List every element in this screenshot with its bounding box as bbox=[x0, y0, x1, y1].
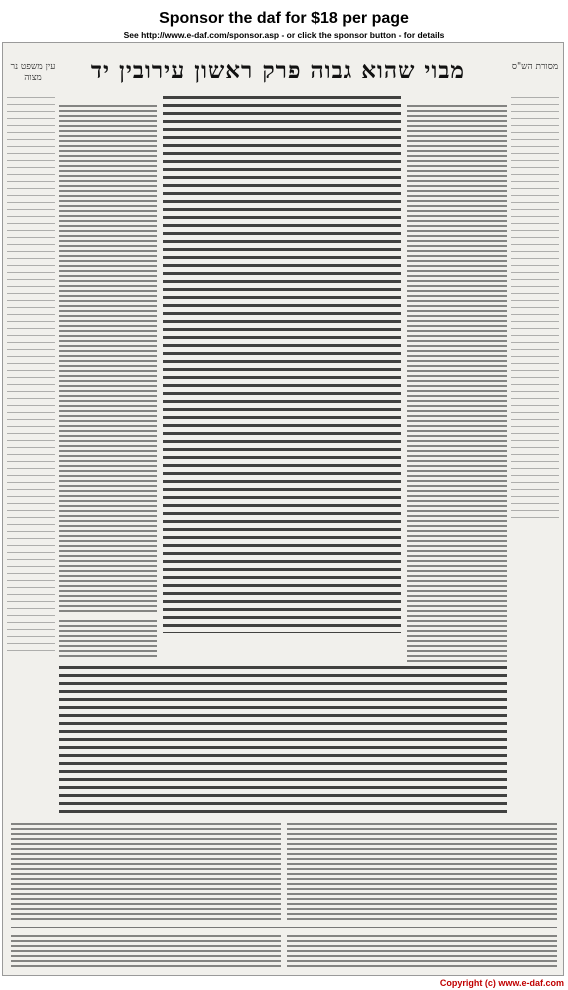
footnotes-right bbox=[287, 933, 557, 967]
talmud-page-scan bbox=[2, 42, 564, 976]
rashi-column bbox=[407, 103, 507, 663]
sponsor-banner-title[interactable]: Sponsor the daf for $18 per page bbox=[159, 10, 409, 27]
sponsor-banner-subtitle[interactable]: See http://www.e-daf.com/sponsor.asp - or click the sponsor button - for details bbox=[123, 30, 445, 40]
rabbeinu-chananel-column bbox=[59, 618, 157, 658]
footnote-divider bbox=[11, 927, 557, 928]
mesoret-hashas-header: מסורת הש"ס bbox=[511, 62, 559, 72]
ein-mishpat-header: עין משפט נר מצוה bbox=[10, 62, 56, 83]
copyright-notice[interactable]: Copyright (c) www.e-daf.com bbox=[439, 978, 564, 988]
tosafot-column bbox=[59, 103, 157, 613]
running-header-text: מבוי שהוא גבוה פרק ראשון עירובין יד bbox=[90, 57, 466, 84]
sponsor-banner[interactable] bbox=[0, 0, 568, 42]
footnotes-left bbox=[11, 933, 281, 967]
lower-commentary-right bbox=[287, 821, 557, 921]
gemara-text-continuation bbox=[59, 663, 507, 813]
gemara-text-block bbox=[163, 93, 401, 633]
running-header bbox=[73, 53, 483, 89]
lower-commentary-left bbox=[11, 821, 281, 921]
mesoret-hashas-margin bbox=[511, 93, 559, 523]
ein-mishpat-margin bbox=[7, 93, 55, 653]
